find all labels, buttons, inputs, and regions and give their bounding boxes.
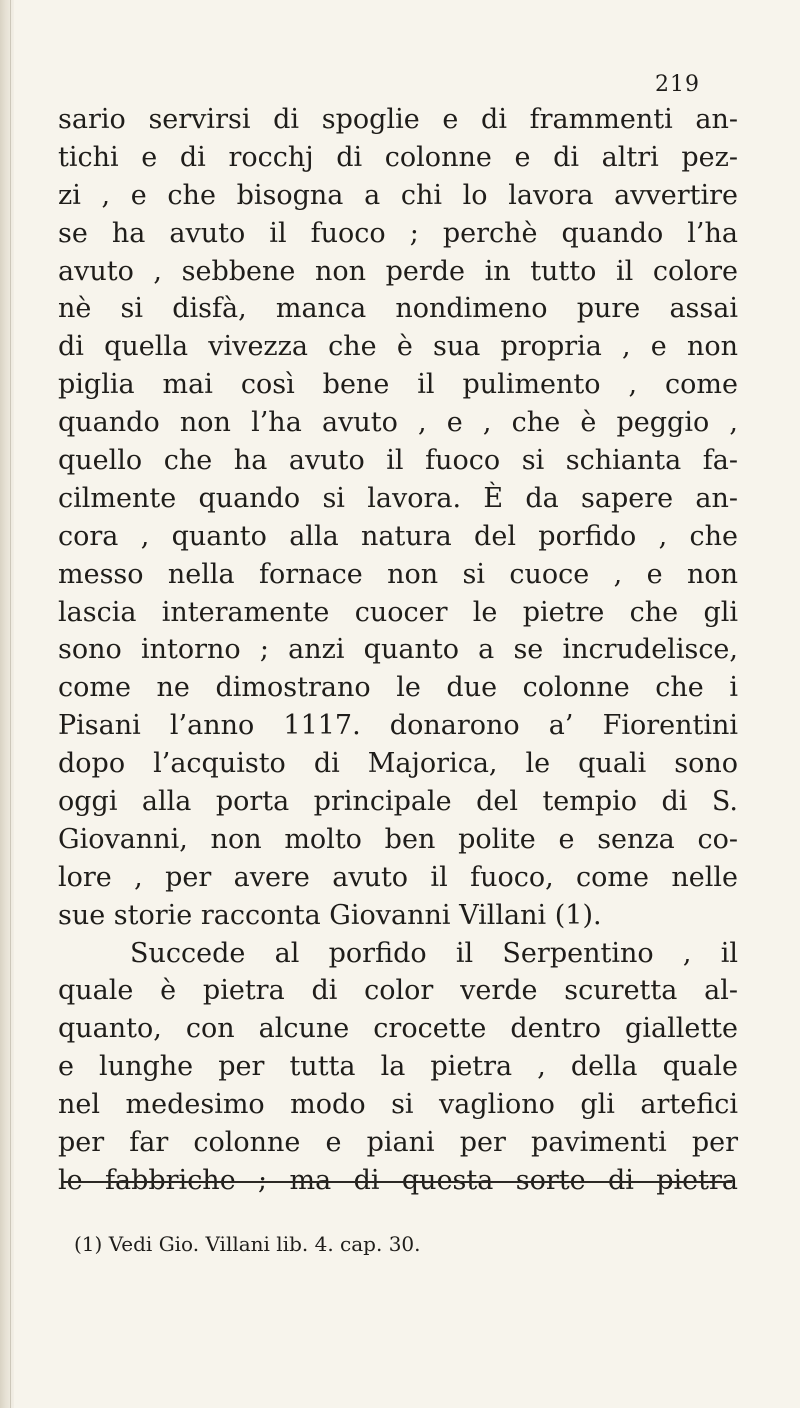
text-line: Succede al porfido il Serpentino , il [130,937,738,969]
page-number: 219 [655,72,700,97]
text-line: quando non l’ha avuto , e , che è peggio , [58,407,738,439]
text-line: Pisani l’anno 1117. donarono a’ Fiorentini [58,710,738,742]
text-line: di quella vivezza che è sua propria , e non [58,331,738,363]
text-line: dopo l’acquisto di Majorica, le quali sono [58,748,738,780]
text-line: sario servirsi di spoglie e di frammenti an- [58,104,738,135]
text-line: se ha avuto il fuoco ; perchè quando l’ha [58,217,738,249]
text-line: messo nella fornace non si cuoce , e non [58,558,738,590]
text-line: Giovanni, non molto ben polite e senza co- [58,823,738,855]
text-line: lascia interamente cuocer le pietre che gli [58,596,738,628]
text-line: sono intorno ; anzi quanto a se incrudelisce, [58,634,738,666]
text-line: per far colonne e piani per pavimenti per [58,1127,738,1159]
text-line: quanto, con alcune crocette dentro giallette [58,1013,738,1045]
text-line: quello che ha avuto il fuoco si schianta fa- [58,445,738,477]
text-line: zi , e che bisogna a chi lo lavora avvertire [58,179,738,211]
page-gutter-edge [0,0,14,1408]
text-line: piglia mai così bene il pulimento , come [58,369,738,401]
text-line: oggi alla porta principale del tempio di S. [58,786,738,818]
text-line: quale è pietra di color verde scuretta al- [58,975,738,1007]
body-text [58,101,738,1200]
text-line: cilmente quando si lavora. È da sapere an- [58,482,738,514]
text-line: tichi e di rocchj di colonne e di altri pez- [58,141,738,173]
text-line: nel medesimo modo si vagliono gli artefici [58,1089,738,1121]
text-line: nè si disfà, manca nondimeno pure assai [58,293,738,325]
text-line: lore , per avere avuto il fuoco, come nelle [58,861,738,893]
text-line: e lunghe per tutta la pietra , della quale [58,1051,738,1083]
text-line: le fabbriche ; ma di questa sorte di pietra [58,1164,738,1196]
footnote: (1) Vedi Gio. Villani lib. 4. cap. 30. [74,1232,421,1256]
text-line: sue storie racconta Giovanni Villani (1). [58,899,602,931]
text-line: cora , quanto alla natura del porfido , che [58,520,738,552]
text-line: come ne dimostrano le due colonne che i [58,672,738,704]
footnote-rule [62,1181,732,1183]
text-line: avuto , sebbene non perde in tutto il colore [58,255,738,287]
